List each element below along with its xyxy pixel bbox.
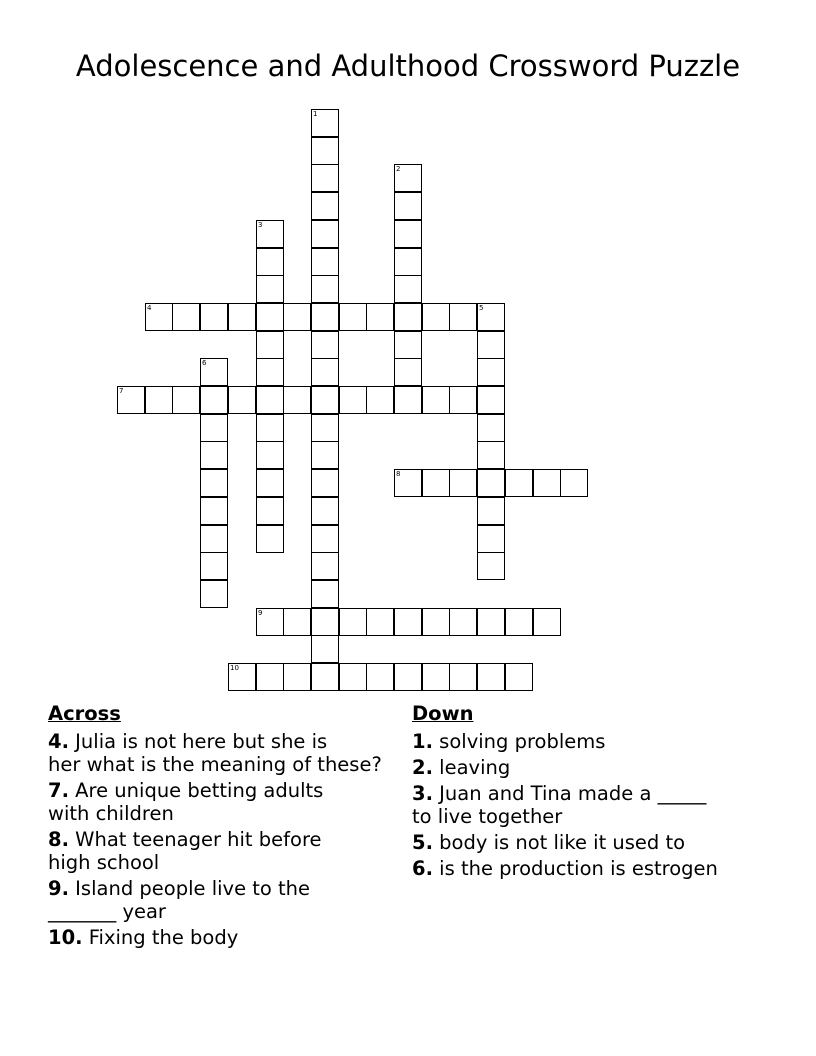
clue-text: Julia is not here but she is: [68, 730, 328, 753]
grid-cell[interactable]: [200, 441, 228, 469]
grid-cell[interactable]: [449, 469, 477, 497]
across-heading: Across: [48, 702, 121, 725]
grid-cell[interactable]: [422, 608, 450, 636]
grid-cell[interactable]: [145, 386, 173, 414]
grid-cell[interactable]: [311, 220, 339, 248]
clue-number: 7.: [48, 779, 69, 802]
down-heading: Down: [412, 702, 474, 725]
grid-cell[interactable]: [339, 303, 367, 331]
grid-cell[interactable]: [200, 497, 228, 525]
grid-cell[interactable]: [560, 469, 588, 497]
grid-cell[interactable]: [311, 248, 339, 276]
grid-cell[interactable]: [533, 469, 561, 497]
grid-cell[interactable]: [366, 663, 394, 691]
clue-number: 5: [479, 304, 484, 312]
grid-cell[interactable]: [477, 441, 505, 469]
clue-number: 10: [230, 664, 239, 672]
grid-cell[interactable]: [311, 303, 339, 331]
clue-number: 2.: [412, 756, 433, 779]
grid-cell[interactable]: [394, 469, 422, 497]
grid-cell[interactable]: [477, 414, 505, 442]
grid-cell[interactable]: [394, 275, 422, 303]
grid-cell[interactable]: [477, 525, 505, 553]
grid-cell[interactable]: [477, 386, 505, 414]
grid-cell[interactable]: [422, 663, 450, 691]
grid-cell[interactable]: [477, 497, 505, 525]
clue-text: her what is the meaning of these?: [48, 753, 382, 776]
grid-cell[interactable]: [394, 220, 422, 248]
grid-cell[interactable]: [339, 608, 367, 636]
grid-cell[interactable]: [256, 331, 284, 359]
grid-cell[interactable]: [311, 552, 339, 580]
clue-text: _______ year: [48, 900, 166, 923]
grid-cell[interactable]: [256, 386, 284, 414]
clue-text: What teenager hit before: [68, 828, 322, 851]
grid-cell[interactable]: [422, 469, 450, 497]
grid-cell[interactable]: [311, 137, 339, 165]
grid-cell[interactable]: [311, 663, 339, 691]
grid-cell[interactable]: [339, 386, 367, 414]
grid-cell[interactable]: [200, 303, 228, 331]
clue-number: 4.: [48, 730, 69, 753]
grid-cell[interactable]: [228, 303, 256, 331]
grid-cell[interactable]: [394, 303, 422, 331]
clue-text: Are unique betting adults: [68, 779, 324, 802]
grid-cell[interactable]: [394, 248, 422, 276]
clue-text: Island people live to the: [68, 877, 311, 900]
across-clue: [48, 828, 408, 874]
grid-cell[interactable]: [477, 469, 505, 497]
grid-cell[interactable]: [200, 552, 228, 580]
grid-cell[interactable]: [311, 580, 339, 608]
grid-cell[interactable]: [256, 248, 284, 276]
grid-cell[interactable]: [283, 303, 311, 331]
across-clue: [48, 926, 408, 949]
grid-cell[interactable]: [394, 331, 422, 359]
grid-cell[interactable]: [422, 386, 450, 414]
grid-cell[interactable]: [422, 303, 450, 331]
grid-cell[interactable]: [311, 469, 339, 497]
grid-cell[interactable]: [256, 441, 284, 469]
grid-cell[interactable]: [449, 303, 477, 331]
down-clue-list: [412, 730, 772, 880]
clue-number: 8.: [48, 828, 69, 851]
down-clue: [412, 730, 772, 753]
grid-cell[interactable]: [533, 608, 561, 636]
down-clues: [412, 702, 772, 883]
grid-cell[interactable]: [145, 303, 173, 331]
clue-text: solving problems: [432, 730, 606, 753]
clue-number: 1: [313, 110, 318, 118]
across-clue: [48, 779, 408, 825]
grid-cell[interactable]: [311, 331, 339, 359]
across-clue: [48, 877, 408, 923]
down-clue: [412, 857, 772, 880]
grid-cell[interactable]: [394, 386, 422, 414]
grid-cell[interactable]: [339, 663, 367, 691]
grid-cell[interactable]: [394, 164, 422, 192]
grid-cell[interactable]: [256, 358, 284, 386]
across-clue: [48, 730, 408, 776]
grid-cell[interactable]: [117, 386, 145, 414]
grid-cell[interactable]: [256, 303, 284, 331]
clue-number: 5.: [412, 831, 433, 854]
clue-number: 9: [258, 609, 263, 617]
clue-text: is the production is estrogen: [432, 857, 718, 880]
grid-cell[interactable]: [200, 525, 228, 553]
clue-text: to live together: [412, 805, 563, 828]
grid-cell[interactable]: [200, 358, 228, 386]
grid-cell[interactable]: [366, 303, 394, 331]
grid-cell[interactable]: [505, 608, 533, 636]
grid-cell[interactable]: [477, 663, 505, 691]
grid-cell[interactable]: [311, 635, 339, 663]
clue-number: 8: [396, 470, 401, 478]
clue-text: Juan and Tina made a _____: [432, 782, 707, 805]
clue-number: 2: [396, 165, 401, 173]
down-clue: [412, 756, 772, 779]
clue-text: leaving: [432, 756, 511, 779]
grid-cell[interactable]: [311, 192, 339, 220]
grid-cell[interactable]: [366, 386, 394, 414]
clue-number: 9.: [48, 877, 69, 900]
page-title: Adolescence and Adulthood Crossword Puzzle: [75, 49, 741, 83]
clue-number: 3.: [412, 782, 433, 805]
grid-cell[interactable]: [505, 469, 533, 497]
across-clues: [48, 702, 408, 952]
grid-cell[interactable]: [311, 109, 339, 137]
across-clue-list: [48, 730, 408, 949]
grid-cell[interactable]: [311, 608, 339, 636]
grid-cell[interactable]: [311, 358, 339, 386]
down-clue: [412, 831, 772, 854]
grid-cell[interactable]: [311, 386, 339, 414]
grid-cell[interactable]: [394, 663, 422, 691]
grid-cell[interactable]: [283, 663, 311, 691]
grid-cell[interactable]: [311, 414, 339, 442]
grid-cell[interactable]: [200, 580, 228, 608]
clue-number: 3: [258, 221, 263, 229]
grid-cell[interactable]: [311, 164, 339, 192]
grid-cell[interactable]: [283, 386, 311, 414]
grid-cell[interactable]: [449, 386, 477, 414]
grid-cell[interactable]: [311, 441, 339, 469]
grid-cell[interactable]: [200, 386, 228, 414]
down-clue: [412, 782, 772, 828]
clue-text: high school: [48, 851, 160, 874]
grid-cell[interactable]: [256, 497, 284, 525]
grid-cell[interactable]: [200, 414, 228, 442]
grid-cell[interactable]: [477, 552, 505, 580]
grid-cell[interactable]: [200, 469, 228, 497]
grid-cell[interactable]: [172, 303, 200, 331]
clue-number: 1.: [412, 730, 433, 753]
grid-cell[interactable]: [311, 497, 339, 525]
grid-cell[interactable]: [256, 469, 284, 497]
clue-text: with children: [48, 802, 174, 825]
grid-cell[interactable]: [256, 275, 284, 303]
grid-cell[interactable]: [477, 331, 505, 359]
grid-cell[interactable]: [394, 358, 422, 386]
clue-number: 4: [147, 304, 152, 312]
grid-cell[interactable]: [449, 608, 477, 636]
clue-number: 10.: [48, 926, 83, 949]
clue-number: 7: [119, 387, 124, 395]
grid-cell[interactable]: [311, 525, 339, 553]
grid-cell[interactable]: [228, 386, 256, 414]
grid-cell[interactable]: [228, 663, 256, 691]
clue-number: 6.: [412, 857, 433, 880]
grid-cell[interactable]: [256, 220, 284, 248]
grid-cell[interactable]: [283, 608, 311, 636]
grid-cell[interactable]: [256, 663, 284, 691]
grid-cell[interactable]: [449, 663, 477, 691]
grid-cell[interactable]: [256, 525, 284, 553]
clue-text: body is not like it used to: [432, 831, 686, 854]
grid-cell[interactable]: [366, 608, 394, 636]
grid-cell[interactable]: [172, 386, 200, 414]
grid-cell[interactable]: [477, 608, 505, 636]
grid-cell[interactable]: [477, 358, 505, 386]
clue-number: 6: [202, 359, 207, 367]
grid-cell[interactable]: [394, 608, 422, 636]
grid-cell[interactable]: [505, 663, 533, 691]
grid-cell[interactable]: [311, 275, 339, 303]
grid-cell[interactable]: [477, 303, 505, 331]
grid-cell[interactable]: [256, 608, 284, 636]
grid-cell[interactable]: [256, 414, 284, 442]
grid-cell[interactable]: [394, 192, 422, 220]
clue-text: Fixing the body: [82, 926, 239, 949]
